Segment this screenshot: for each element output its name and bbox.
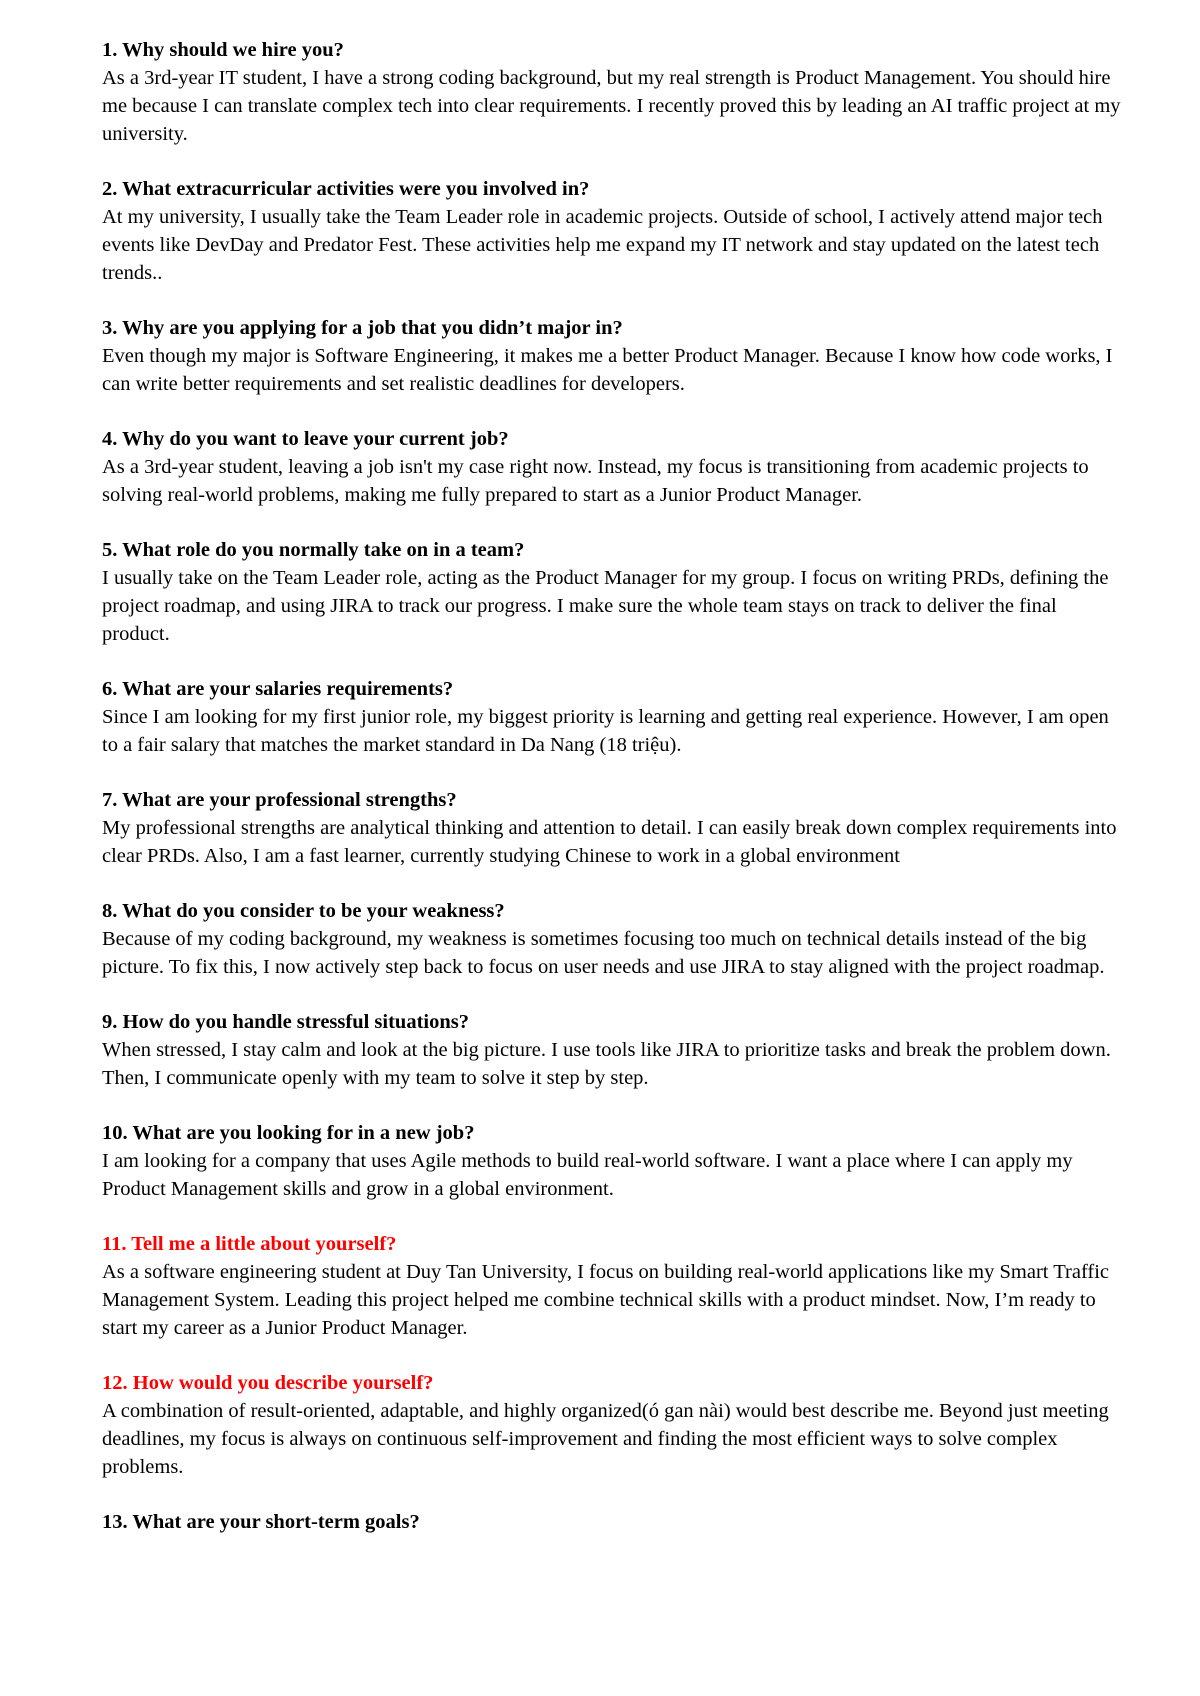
answer-paragraph: When stressed, I stay calm and look at the big picture. I use tools like JIRA to prioritize tasks and break the problem down. Then, I communicate openly with my team to solve it step by step.	[102, 1039, 1111, 1089]
question-heading: 4. Why do you want to leave your current job?	[102, 428, 509, 450]
qa-item-8	[102, 897, 1122, 981]
answer-paragraph: At my university, I usually take the Team Leader role in academic projects. Outside of school, I actively attend major tech events like DevDay and Predator Fest. These activities help me expand my IT network and stay updated on the latest tech trends..	[102, 206, 1103, 284]
question-heading: 6. What are your salaries requirements?	[102, 678, 454, 700]
qa-item-5	[102, 536, 1122, 648]
qa-item-6	[102, 675, 1122, 759]
answer-paragraph: A combination of result-oriented, adaptable, and highly organized(ó gan nài) would best describe me. Beyond just meeting deadlines, my focus is always on continuous self-improvement and finding the most efficient ways to solve complex problems.	[102, 1400, 1109, 1478]
question-heading: 11. Tell me a little about yourself?	[102, 1233, 397, 1255]
question-heading: 12. How would you describe yourself?	[102, 1372, 434, 1394]
question-heading: 7. What are your professional strengths?	[102, 789, 457, 811]
qa-item-1	[102, 36, 1122, 148]
qa-item-12	[102, 1369, 1122, 1481]
qa-item-11	[102, 1230, 1122, 1342]
answer-paragraph: As a 3rd-year student, leaving a job isn't my case right now. Instead, my focus is transitioning from academic projects to solving real-world problems, making me fully prepared to start as a Junior Product Manager.	[102, 456, 1089, 506]
answer-paragraph: My professional strengths are analytical thinking and attention to detail. I can easily break down complex requirements into clear PRDs. Also, I am a fast learner, currently studying Chinese to work in a global environment	[102, 817, 1117, 867]
question-heading: 1. Why should we hire you?	[102, 39, 344, 61]
answer-paragraph: As a software engineering student at Duy Tan University, I focus on building real-world applications like my Smart Traffic Management System. Leading this project helped me combine technical skills with a product mindset. Now, I’m ready to start my career as a Junior Product Manager.	[102, 1261, 1110, 1339]
answer-paragraph: Even though my major is Software Engineering, it makes me a better Product Manager. Because I know how code works, I can write better requirements and set realistic deadlines for developers.	[102, 345, 1113, 395]
qa-item-4	[102, 425, 1122, 509]
question-heading: 8. What do you consider to be your weakness?	[102, 900, 505, 922]
answer-paragraph: I usually take on the Team Leader role, acting as the Product Manager for my group. I focus on writing PRDs, defining the project roadmap, and using JIRA to track our progress. I make sure the whole team stays on track to deliver the final product.	[102, 567, 1109, 645]
question-heading: 9. How do you handle stressful situations?	[102, 1011, 469, 1033]
qa-item-3	[102, 314, 1122, 398]
answer-paragraph: As a 3rd-year IT student, I have a strong coding background, but my real strength is Product Management. You should hire me because I can translate complex tech into clear requirements. I recently proved this by leading an AI traffic project at my university.	[102, 67, 1121, 145]
answer-paragraph: I am looking for a company that uses Agile methods to build real-world software. I want a place where I can apply my Product Management skills and grow in a global environment.	[102, 1150, 1073, 1200]
qa-item-2	[102, 175, 1122, 287]
qa-item-13	[102, 1508, 1122, 1536]
question-heading: 3. Why are you applying for a job that you didn’t major in?	[102, 317, 623, 339]
question-heading: 13. What are your short-term goals?	[102, 1511, 420, 1533]
question-heading: 2. What extracurricular activities were you involved in?	[102, 178, 590, 200]
answer-paragraph: Because of my coding background, my weakness is sometimes focusing too much on technical details instead of the big picture. To fix this, I now actively step back to focus on user needs and use JIRA to stay aligned with the project roadmap.	[102, 928, 1105, 978]
question-heading: 10. What are you looking for in a new job?	[102, 1122, 475, 1144]
qa-item-7	[102, 786, 1122, 870]
answer-paragraph: Since I am looking for my first junior role, my biggest priority is learning and getting real experience. However, I am open to a fair salary that matches the market standard in Da Nang (18 triệu).	[102, 706, 1109, 756]
qa-item-9	[102, 1008, 1122, 1092]
question-heading: 5. What role do you normally take on in a team?	[102, 539, 525, 561]
document-page	[102, 36, 1122, 1563]
qa-item-10	[102, 1119, 1122, 1203]
